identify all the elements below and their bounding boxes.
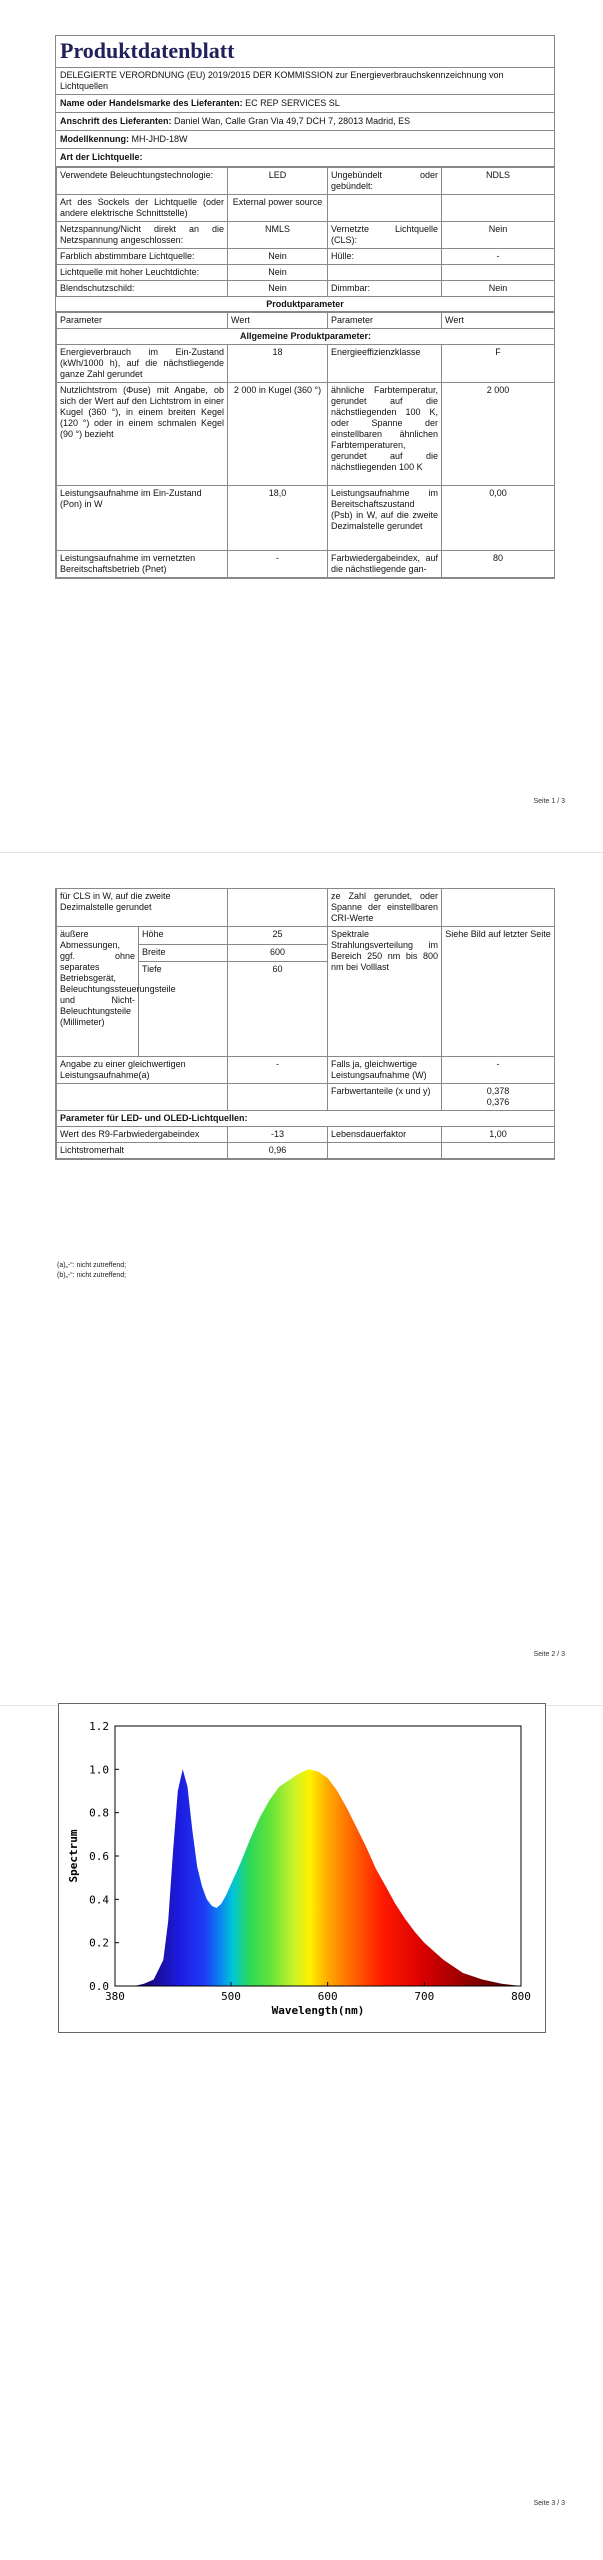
- y-tick-label: 1.0: [89, 1763, 109, 1777]
- param-value: -: [228, 1057, 328, 1084]
- product-params-heading: Produktparameter: [56, 297, 554, 312]
- param-label: Wert des R9-Farbwiedergabeindex: [57, 1127, 228, 1143]
- column-header: Wert: [442, 313, 555, 329]
- param-value: Nein: [228, 265, 328, 281]
- param-value: [228, 889, 328, 927]
- y-tick-label: 1.2: [89, 1720, 109, 1733]
- general-params-table: [56, 312, 555, 578]
- param-label: Art des Sockels der Lichtquelle (oder andere elektrische Schnittstelle): [57, 195, 228, 222]
- x-axis-label: Wavelength(nm): [271, 2004, 365, 2017]
- param-value: F: [442, 345, 555, 383]
- param-label: Hülle:: [328, 249, 442, 265]
- param-value: 1,00: [442, 1127, 555, 1143]
- param-label: [328, 195, 442, 222]
- param-value: Nein: [228, 281, 328, 297]
- param-value: 2 000 in Kugel (360 °): [228, 383, 328, 486]
- page-number: Seite 1 / 3: [533, 798, 565, 805]
- param-label: Angabe zu einer gleichwertigen Leistungsaufnahme(a): [57, 1057, 228, 1084]
- param-value: [442, 195, 555, 222]
- x-tick-label: 700: [414, 1990, 435, 2003]
- param-value: 80: [442, 551, 555, 578]
- page-1: [0, 0, 603, 852]
- x-tick-label: 800: [511, 1990, 531, 2003]
- param-label: [328, 1143, 442, 1159]
- datasheet-table-page-1: [55, 35, 555, 579]
- table-row: [57, 265, 555, 281]
- y-tick-label: 0.4: [89, 1893, 109, 1907]
- address-value: Daniel Wan, Calle Gran Via 49,7 DCH 7, 28013 Madrid, ES: [174, 116, 411, 126]
- param-label: Farbwertanteile (x und y): [328, 1084, 442, 1111]
- table-row: [57, 281, 555, 297]
- param-label: Farblich abstimmbare Lichtquelle:: [57, 249, 228, 265]
- table-row: [57, 195, 555, 222]
- footnote: (a)„-“: nicht zutreffend;: [57, 1262, 127, 1269]
- param-value: Nein: [442, 222, 555, 249]
- dimension-key: Höhe: [139, 927, 228, 945]
- param-label: Lichtquelle mit hoher Leuchtdichte:: [57, 265, 228, 281]
- param-label: ze Zahl gerundet, oder Spanne der einstellbaren CRI-Werte: [328, 889, 442, 927]
- param-value: [442, 265, 555, 281]
- table-row: [57, 1057, 555, 1084]
- light-type-table: [56, 167, 555, 297]
- page-2: [0, 853, 603, 1705]
- param-value: External power source: [228, 195, 328, 222]
- param-value: 18,0: [228, 486, 328, 551]
- y-axis-label: Spectrum: [67, 1829, 80, 1883]
- page-number: Seite 3 / 3: [533, 2500, 565, 2507]
- column-header: Wert: [228, 313, 328, 329]
- param-label: Ungebündelt oder gebündelt:: [328, 168, 442, 195]
- x-tick-label: 380: [105, 1990, 125, 2003]
- dimension-value: 60: [228, 962, 328, 1057]
- param-value: -: [442, 249, 555, 265]
- param-value: 18: [228, 345, 328, 383]
- param-value: Siehe Bild auf letzter Seite: [442, 927, 555, 1057]
- led-params-heading: Parameter für LED- und OLED-Lichtquellen:: [57, 1111, 555, 1127]
- x-tick-label: 500: [221, 1990, 241, 2003]
- table-row: [57, 1143, 555, 1159]
- param-label: Vernetzte Lichtquelle (CLS):: [328, 222, 442, 249]
- table-row: [57, 551, 555, 578]
- param-value: 0,00: [442, 486, 555, 551]
- param-value: 0,96: [228, 1143, 328, 1159]
- table-row: [57, 249, 555, 265]
- page-number: Seite 2 / 3: [533, 1651, 565, 1658]
- spectrum-area: [115, 1769, 521, 1986]
- datasheet-table-page-2: [55, 888, 555, 1160]
- footnote: (b)„-“: nicht zutreffend;: [57, 1272, 127, 1279]
- page-title: Produktdatenblatt: [56, 36, 554, 68]
- param-label: Spektrale Strahlungsverteilung im Bereich 250 nm bis 800 nm bei Volllast: [328, 927, 442, 1057]
- param-value: NMLS: [228, 222, 328, 249]
- param-label: Energieverbrauch im Ein-Zustand (kWh/1000 h), auf die nächstliegende ganze Zahl gerundet: [57, 345, 228, 383]
- dimension-key: Tiefe: [139, 962, 228, 1057]
- y-tick-label: 0.6: [89, 1850, 109, 1863]
- param-value: 2 000: [442, 383, 555, 486]
- param-label: Leistungsaufnahme im Ein-Zustand (Pon) in W: [57, 486, 228, 551]
- y-tick-label: 0.2: [89, 1936, 109, 1950]
- table-row: [57, 1127, 555, 1143]
- general-params-heading: Allgemeine Produktparameter:: [57, 329, 555, 345]
- address-label: Anschrift des Lieferanten:: [60, 116, 172, 126]
- param-label: Netzspannung/Nicht direkt an die Netzspannung angeschlossen:: [57, 222, 228, 249]
- spectrum-chart: [58, 1703, 546, 2033]
- param-label: Leistungsaufnahme im Bereitschaftszustand (Psb) in W, auf die zweite Dezimalstelle gerundet: [328, 486, 442, 551]
- param-label: Lebensdauerfaktor: [328, 1127, 442, 1143]
- supplier-label: Name oder Handelsmarke des Lieferanten:: [60, 98, 243, 108]
- y-tick-label: 0.8: [89, 1806, 109, 1820]
- param-label: Verwendete Beleuchtungstechnologie:: [57, 168, 228, 195]
- param-value: -: [442, 1057, 555, 1084]
- param-label: Energieeffizienzklasse: [328, 345, 442, 383]
- dimension-key: Breite: [139, 944, 228, 962]
- table-row: [57, 889, 555, 927]
- param-value: LED: [228, 168, 328, 195]
- light-type-heading: Art der Lichtquelle:: [56, 149, 554, 167]
- table-row: [57, 383, 555, 486]
- param-label: Dimmbar:: [328, 281, 442, 297]
- param-value: [442, 889, 555, 927]
- param-label: ähnliche Farbtemperatur, gerundet auf die nächstliegenden 100 K, oder Spanne der einstellbaren ähnlichen Farbtemperaturen, gerundet auf die nächstliegenden 100 K: [328, 383, 442, 486]
- dimensions-label: äußere Abmessungen, ggf. ohne separates Betriebsgerät, Beleuchtungssteuerungsteile und Nicht-Beleuchtungsteile (Millimeter): [57, 927, 139, 1057]
- footnotes: [57, 1261, 126, 1281]
- model-label: Modellkennung:: [60, 134, 129, 144]
- table-row: [57, 927, 555, 945]
- y-tick-label: 0.0: [89, 1980, 109, 1993]
- param-label: Blendschutzschild:: [57, 281, 228, 297]
- supplier-row: [56, 95, 554, 113]
- table-row: [57, 1084, 555, 1111]
- param-label: Falls ja, gleichwertige Leistungsaufnahme (W): [328, 1057, 442, 1084]
- table-row: [57, 168, 555, 195]
- param-value: [442, 1143, 555, 1159]
- param-label: Leistungsaufnahme im vernetzten Bereitschaftsbetrieb (Pnet): [57, 551, 228, 578]
- table-row: [57, 345, 555, 383]
- param-value: Nein: [228, 249, 328, 265]
- param-value: 0,378 0,376: [442, 1084, 555, 1111]
- supplier-value: EC REP SERVICES SL: [245, 98, 340, 108]
- table-row: [57, 486, 555, 551]
- column-headers: [57, 313, 555, 329]
- spectrum-chart-svg: [59, 1704, 545, 2032]
- model-value: MH-JHD-18W: [131, 134, 188, 144]
- param-label: [328, 265, 442, 281]
- param-value: -: [228, 551, 328, 578]
- table-row: [57, 222, 555, 249]
- model-row: [56, 131, 554, 149]
- address-row: [56, 113, 554, 131]
- param-label: Farbwiedergabeindex, auf die nächstliegende gan-: [328, 551, 442, 578]
- column-header: Parameter: [328, 313, 442, 329]
- param-value: Nein: [442, 281, 555, 297]
- dimension-value: 600: [228, 944, 328, 962]
- general-params-table-cont: [56, 888, 555, 1159]
- param-value: NDLS: [442, 168, 555, 195]
- column-header: Parameter: [57, 313, 228, 329]
- regulation-text: DELEGIERTE VERORDNUNG (EU) 2019/2015 DER KOMMISSION zur Energieverbrauchskennzeichnung von Lichtquellen: [56, 68, 554, 95]
- param-label: Lichtstromerhalt: [57, 1143, 228, 1159]
- dimension-value: 25: [228, 927, 328, 945]
- param-value: -13: [228, 1127, 328, 1143]
- x-tick-label: 600: [317, 1990, 338, 2003]
- param-label: für CLS in W, auf die zweite Dezimalstelle gerundet: [57, 889, 228, 927]
- param-label: Nutzlichtstrom (Φuse) mit Angabe, ob sich der Wert auf den Lichtstrom in einer Kugel (360 °), in einem breiten Kegel (120 °) oder in einem schmalen Kegel (90 °) bezieht: [57, 383, 228, 486]
